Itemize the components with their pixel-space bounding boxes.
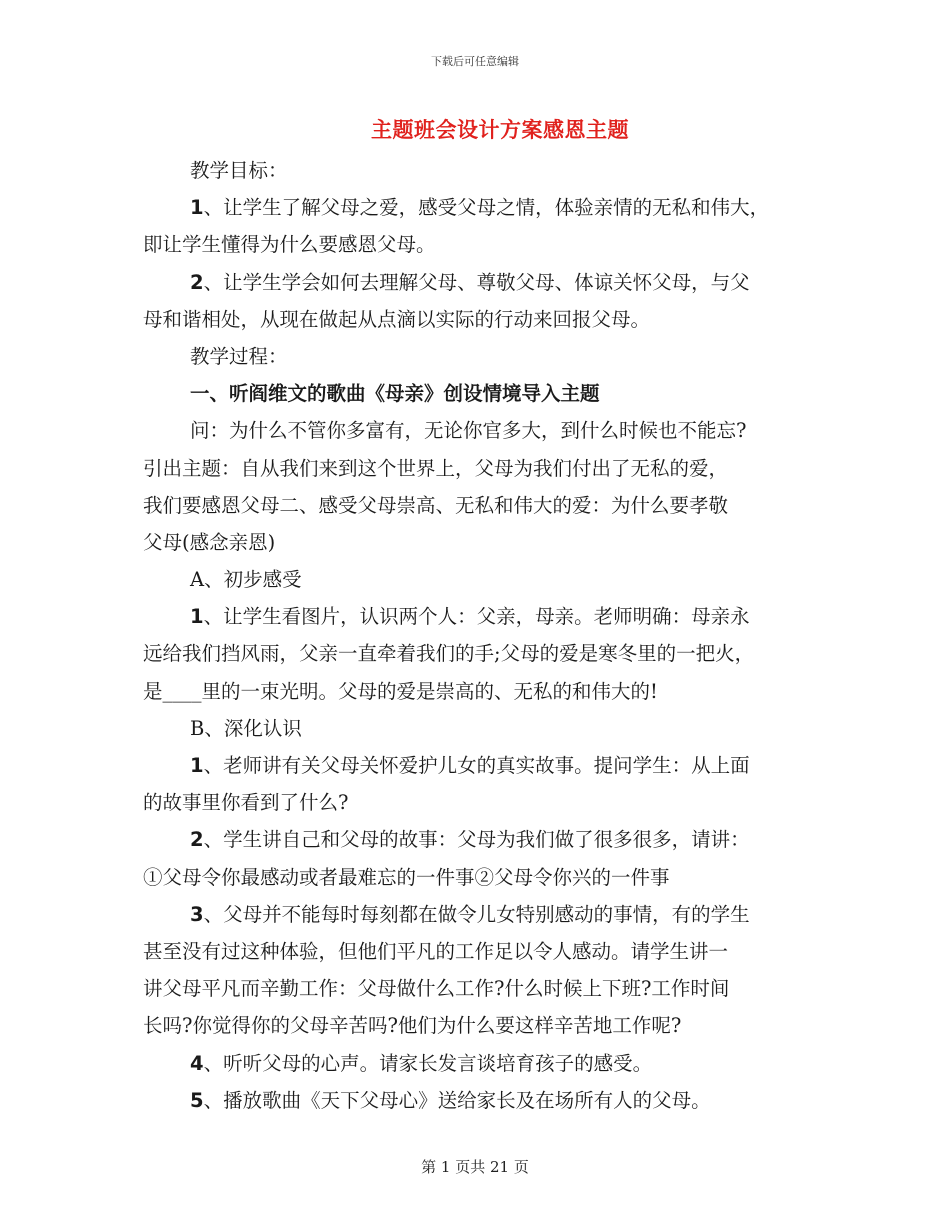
item-number: 2 <box>190 828 204 852</box>
line-text: 、听听父母的心声。请家长发言谈培育孩子的感受。 <box>203 1051 653 1075</box>
body-line <box>143 933 823 970</box>
line-text: 一、听阎维文的歌曲《母亲》创设情境导入主题 <box>190 382 600 406</box>
line-text: 、学生讲自己和父母的故事：父母为我们做了很多很多，请讲： <box>203 828 750 852</box>
body-line <box>143 487 823 524</box>
body-line <box>143 524 823 561</box>
line-text: 即让学生懂得为什么要感恩父母。 <box>143 233 436 257</box>
line-text: 母和谐相处，从现在做起从点滴以实际的行动来回报父母。 <box>143 307 651 331</box>
document-body <box>143 152 823 1119</box>
body-line <box>143 673 823 710</box>
item-number: 1 <box>190 605 204 629</box>
line-text: 、让学生了解父母之爱，感受父母之情，体验亲情的无私和伟大， <box>203 196 770 220</box>
line-text: 、让学生学会如何去理解父母、尊敬父母、体谅关怀父母，与父 <box>203 270 750 294</box>
line-text: 长吗?你觉得你的父母辛苦吗?他们为什么要这样辛苦地工作呢? <box>143 1014 682 1038</box>
item-number: 2 <box>190 270 204 294</box>
body-line <box>143 338 823 375</box>
line-text: 讲父母平凡而辛勤工作：父母做什么工作?什么时候上下班?工作时间 <box>143 977 730 1001</box>
line-text: 父母(感念亲恩) <box>143 530 276 554</box>
item-number: 3 <box>190 902 204 926</box>
body-line <box>143 784 823 821</box>
line-text: 、让学生看图片，认识两个人：父亲，母亲。老师明确：母亲永 <box>203 605 750 629</box>
body-line <box>143 1007 823 1044</box>
line-text: 教学过程： <box>190 344 288 368</box>
line-text: 我们要感恩父母二、感受父母崇高、无私和伟大的爱：为什么要孝敬 <box>143 493 729 517</box>
body-line <box>143 1045 823 1082</box>
body-line <box>143 821 823 858</box>
body-line <box>143 747 823 784</box>
body-line <box>143 859 823 896</box>
body-line <box>143 598 823 635</box>
body-line <box>143 412 823 449</box>
line-text: 、父母并不能每时每刻都在做令儿女特别感动的事情，有的学生 <box>203 902 750 926</box>
line-text: 远给我们挡风雨，父亲一直牵着我们的手;父母的爱是寒冬里的一把火， <box>143 642 755 666</box>
body-line <box>143 970 823 1007</box>
document-title: 主题班会设计方案感恩主题 <box>371 117 629 142</box>
item-number: 5 <box>190 1088 204 1112</box>
body-line <box>143 264 823 301</box>
line-text: ①父母令你最感动或者最难忘的一件事②父母令你兴的一件事 <box>143 865 670 889</box>
line-text: 问：为什么不管你多富有，无论你官多大，到什么时候也不能忘? <box>190 419 747 443</box>
page-footer: 第 1 页共 21 页 <box>421 1158 529 1176</box>
body-line <box>143 1082 823 1119</box>
header-note: 下载后可任意编辑 <box>431 55 519 68</box>
body-line <box>143 450 823 487</box>
line-text: 教学目标： <box>190 159 288 182</box>
line-text: A、初步感受 <box>190 568 302 592</box>
line-text: 的故事里你看到了什么? <box>143 791 349 815</box>
line-text: B、深化认识 <box>190 716 302 740</box>
line-text: 甚至没有过这种体验，但他们平凡的工作足以令人感动。请学生讲一 <box>143 939 729 963</box>
line-text: 引出主题：自从我们来到这个世界上，父母为我们付出了无私的爱， <box>143 456 729 480</box>
body-line <box>143 896 823 933</box>
body-line <box>143 635 823 672</box>
line-text: 是____里的一束光明。父母的爱是崇高的、无私的和伟大的! <box>143 679 658 703</box>
body-line <box>143 189 823 226</box>
line-text: 、播放歌曲《天下父母心》送给家长及在场所有人的父母。 <box>203 1088 711 1112</box>
item-number: 1 <box>190 196 204 220</box>
body-line <box>143 226 823 263</box>
body-line <box>143 375 823 412</box>
item-number: 4 <box>190 1051 204 1075</box>
body-line <box>143 301 823 338</box>
body-line <box>143 152 823 189</box>
line-text: 、老师讲有关父母关怀爱护儿女的真实故事。提问学生：从上面 <box>203 754 750 777</box>
item-number: 1 <box>190 754 204 777</box>
body-line <box>143 710 823 747</box>
body-line <box>143 561 823 598</box>
